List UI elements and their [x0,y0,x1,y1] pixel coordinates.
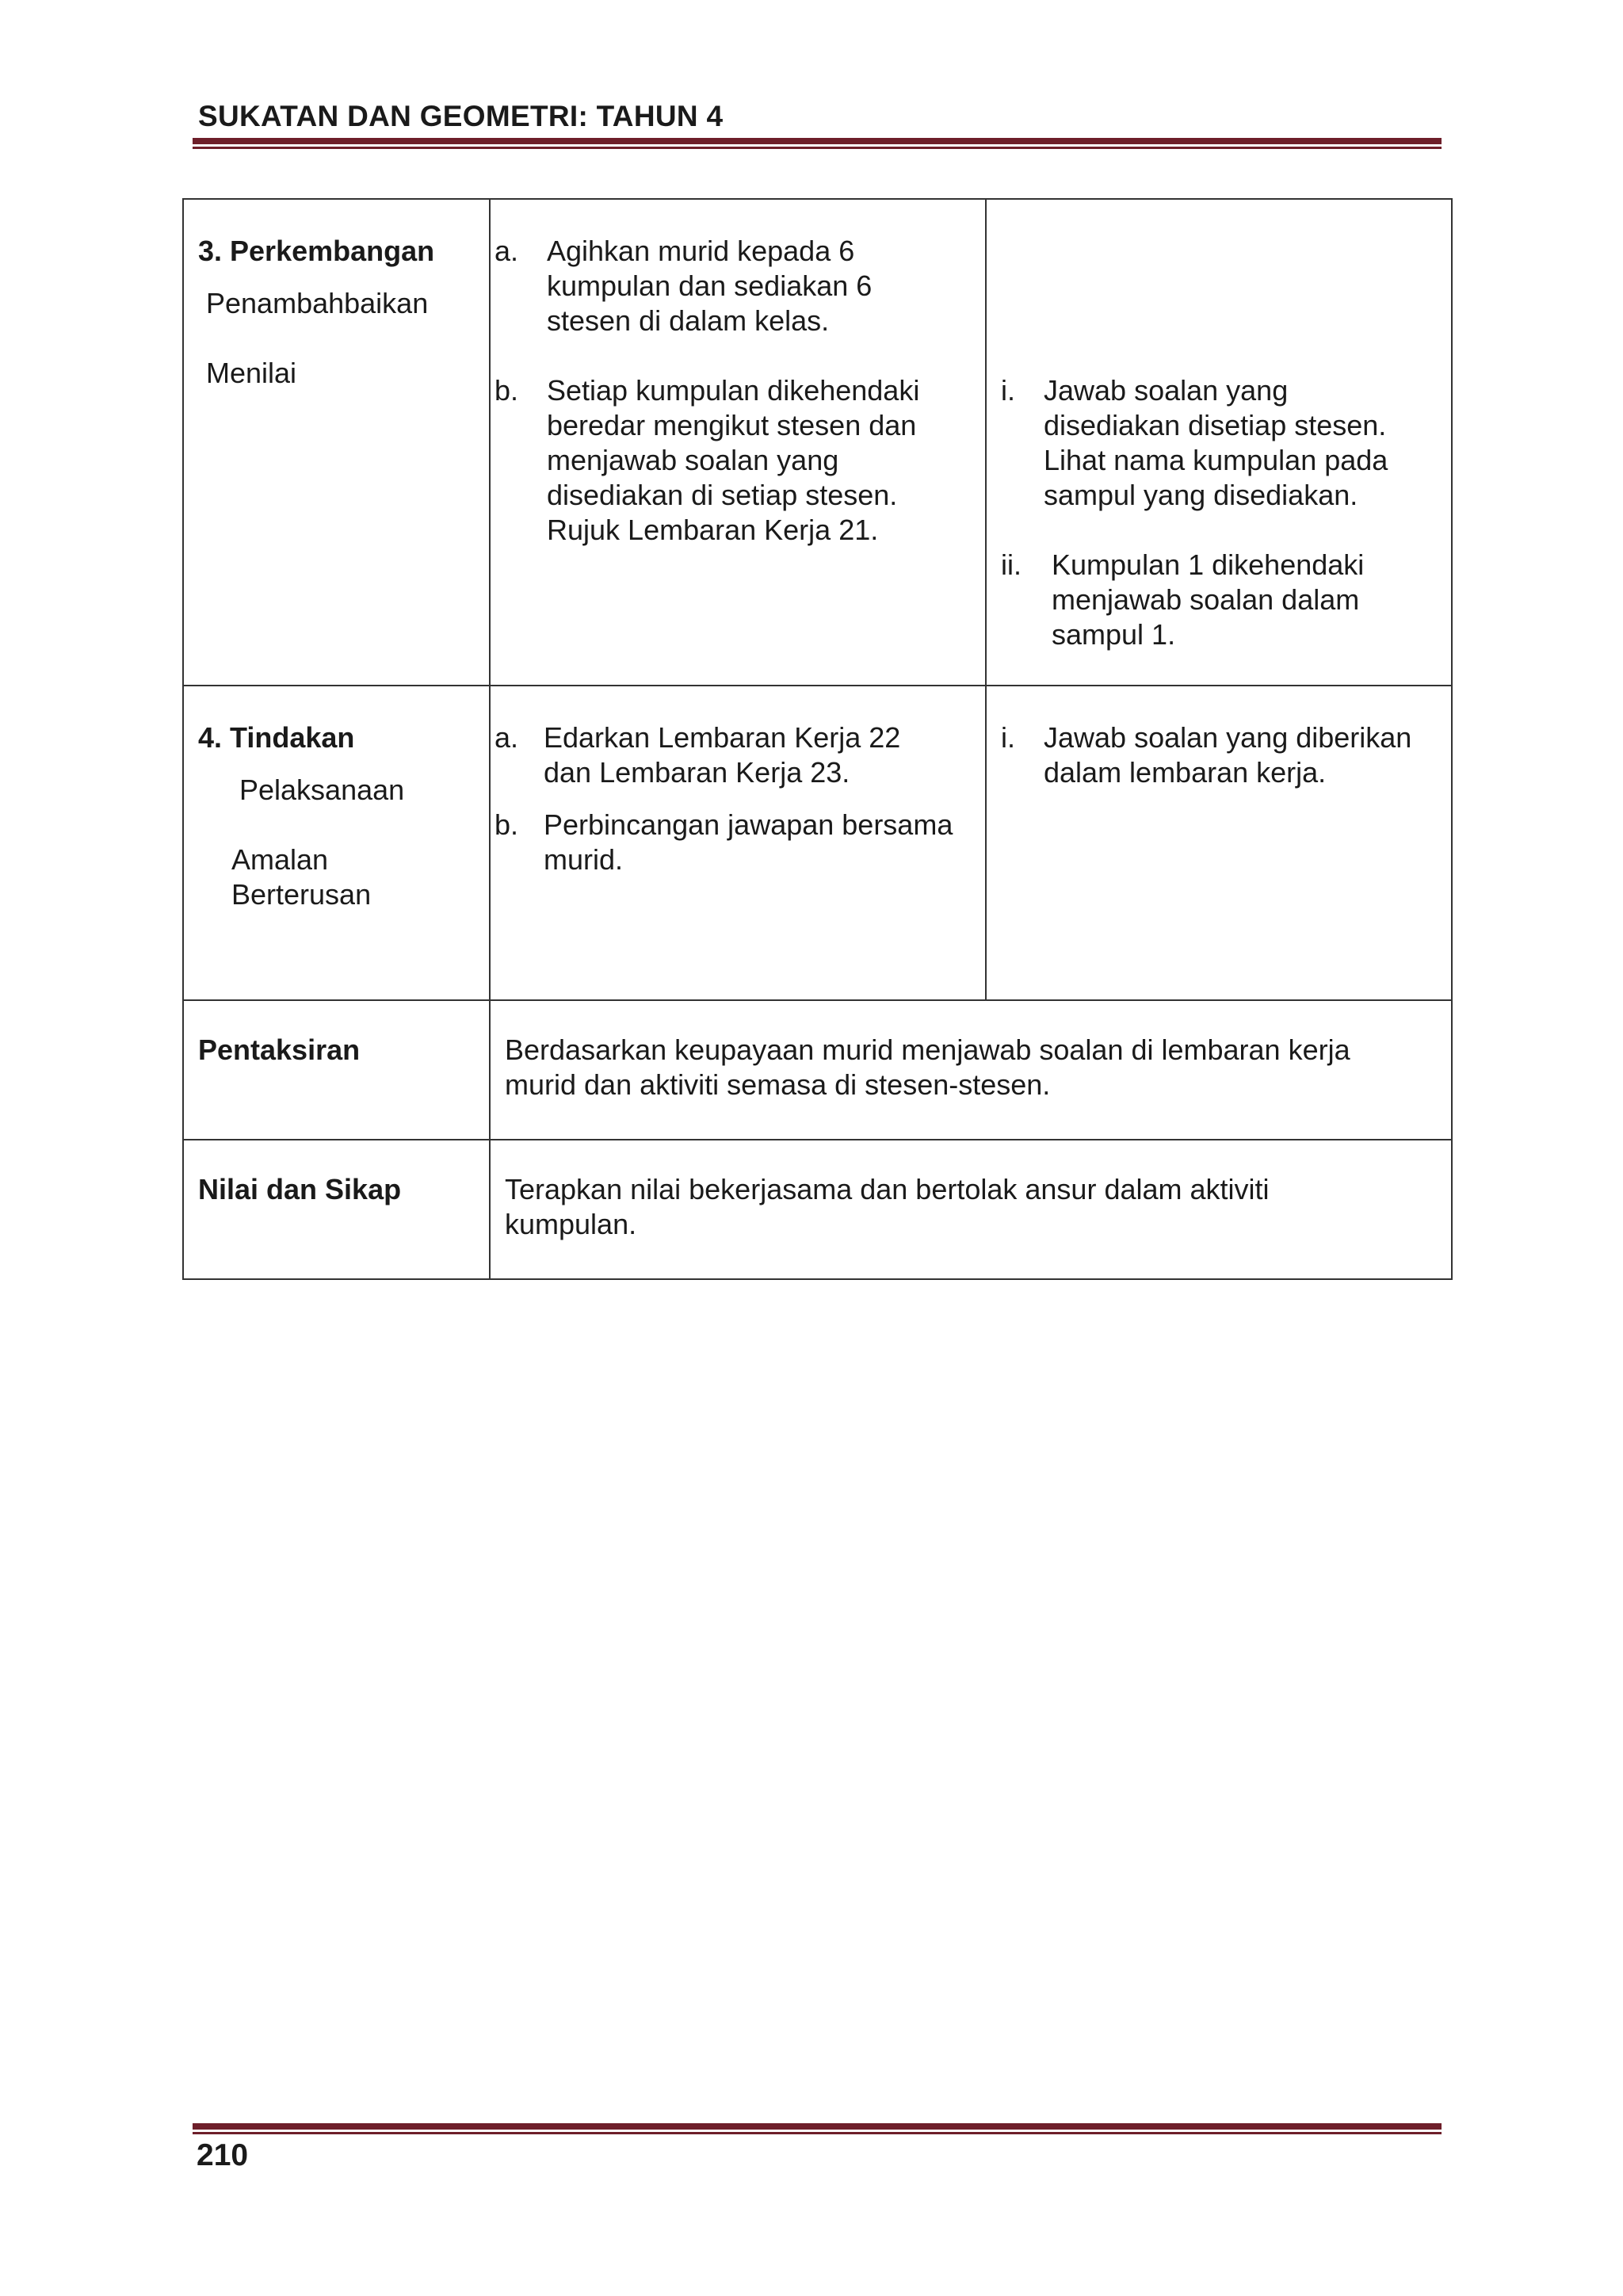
teacher-activity-cell [490,199,986,686]
page-number: 210 [197,2138,249,2172]
list-marker: ii. [1001,548,1022,581]
list-marker: a. [495,235,519,267]
values-label: Nilai dan Sikap [198,1173,402,1205]
list-text: Perbincangan jawapan bersama murid. [544,808,953,876]
list-item [1001,720,1435,790]
stage-sub-label: Berterusan [231,878,372,911]
stage-title: 4. Tindakan [198,721,355,754]
lesson-plan-table [182,198,1453,1280]
list-text: Kumpulan 1 dikehendaki menjawab soalan dalam sampul 1. [1052,548,1365,651]
list-item [495,808,953,877]
list-text: Edarkan Lembaran Kerja 22 dan Lembaran Kerja 23. [544,721,901,789]
list-item [495,234,953,338]
list-text: Jawab soalan yang diberikan dalam lembaran kerja. [1044,721,1412,789]
values-text-cell [490,1140,1452,1279]
header-rule-thick [193,138,1442,144]
list-marker: b. [495,808,519,841]
stage-sub-label: Amalan [231,843,329,876]
stage-sub-label: Menilai [206,357,297,389]
values-text: Terapkan nilai bekerjasama dan bertolak ansur dalam aktiviti kumpulan. [505,1173,1270,1240]
values-label-cell [183,1140,490,1279]
list-item [1001,548,1427,652]
list-marker: b. [495,374,519,407]
table-row-pentaksiran [183,1000,1452,1140]
stage-cell [183,199,490,686]
header-rule-thin [193,147,1442,149]
assessment-text-cell [490,1000,1452,1140]
stage-cell [183,686,490,1000]
footer-rule-thin [193,2132,1442,2134]
student-activity-cell [986,199,1452,686]
list-marker: i. [1001,721,1015,754]
footer-rule-thick [193,2123,1442,2130]
table-row-nilai-dan-sikap [183,1140,1452,1279]
stage-title: 3. Perkembangan [198,235,435,267]
list-marker: a. [495,721,519,754]
list-item [1001,373,1427,513]
teacher-activity-cell [490,686,986,1000]
table-row-perkembangan [183,199,1452,686]
list-text: Agihkan murid kepada 6 kumpulan dan sediakan 6 stesen di dalam kelas. [547,235,873,337]
list-marker: i. [1001,374,1015,407]
stage-sub-label: Penambahbaikan [206,287,429,319]
table-row-tindakan [183,686,1452,1000]
assessment-label-cell [183,1000,490,1140]
assessment-label: Pentaksiran [198,1033,361,1066]
list-text: Setiap kumpulan dikehendaki beredar mengikut stesen dan menjawab soalan yang disediakan di setiap stesen. Rujuk Lembaran Kerja 21. [547,374,920,546]
list-item [495,373,953,548]
student-activity-cell [986,686,1452,1000]
list-item [495,720,953,790]
assessment-text: Berdasarkan keupayaan murid menjawab soalan di lembaran kerja murid dan aktiviti semasa di stesen-stesen. [505,1033,1350,1101]
stage-sub-label: Pelaksanaan [239,774,405,806]
list-text: Jawab soalan yang disediakan disetiap stesen. Lihat nama kumpulan pada sampul yang disediakan. [1044,374,1388,511]
page-header-title: SUKATAN DAN GEOMETRI: TAHUN 4 [198,100,724,132]
